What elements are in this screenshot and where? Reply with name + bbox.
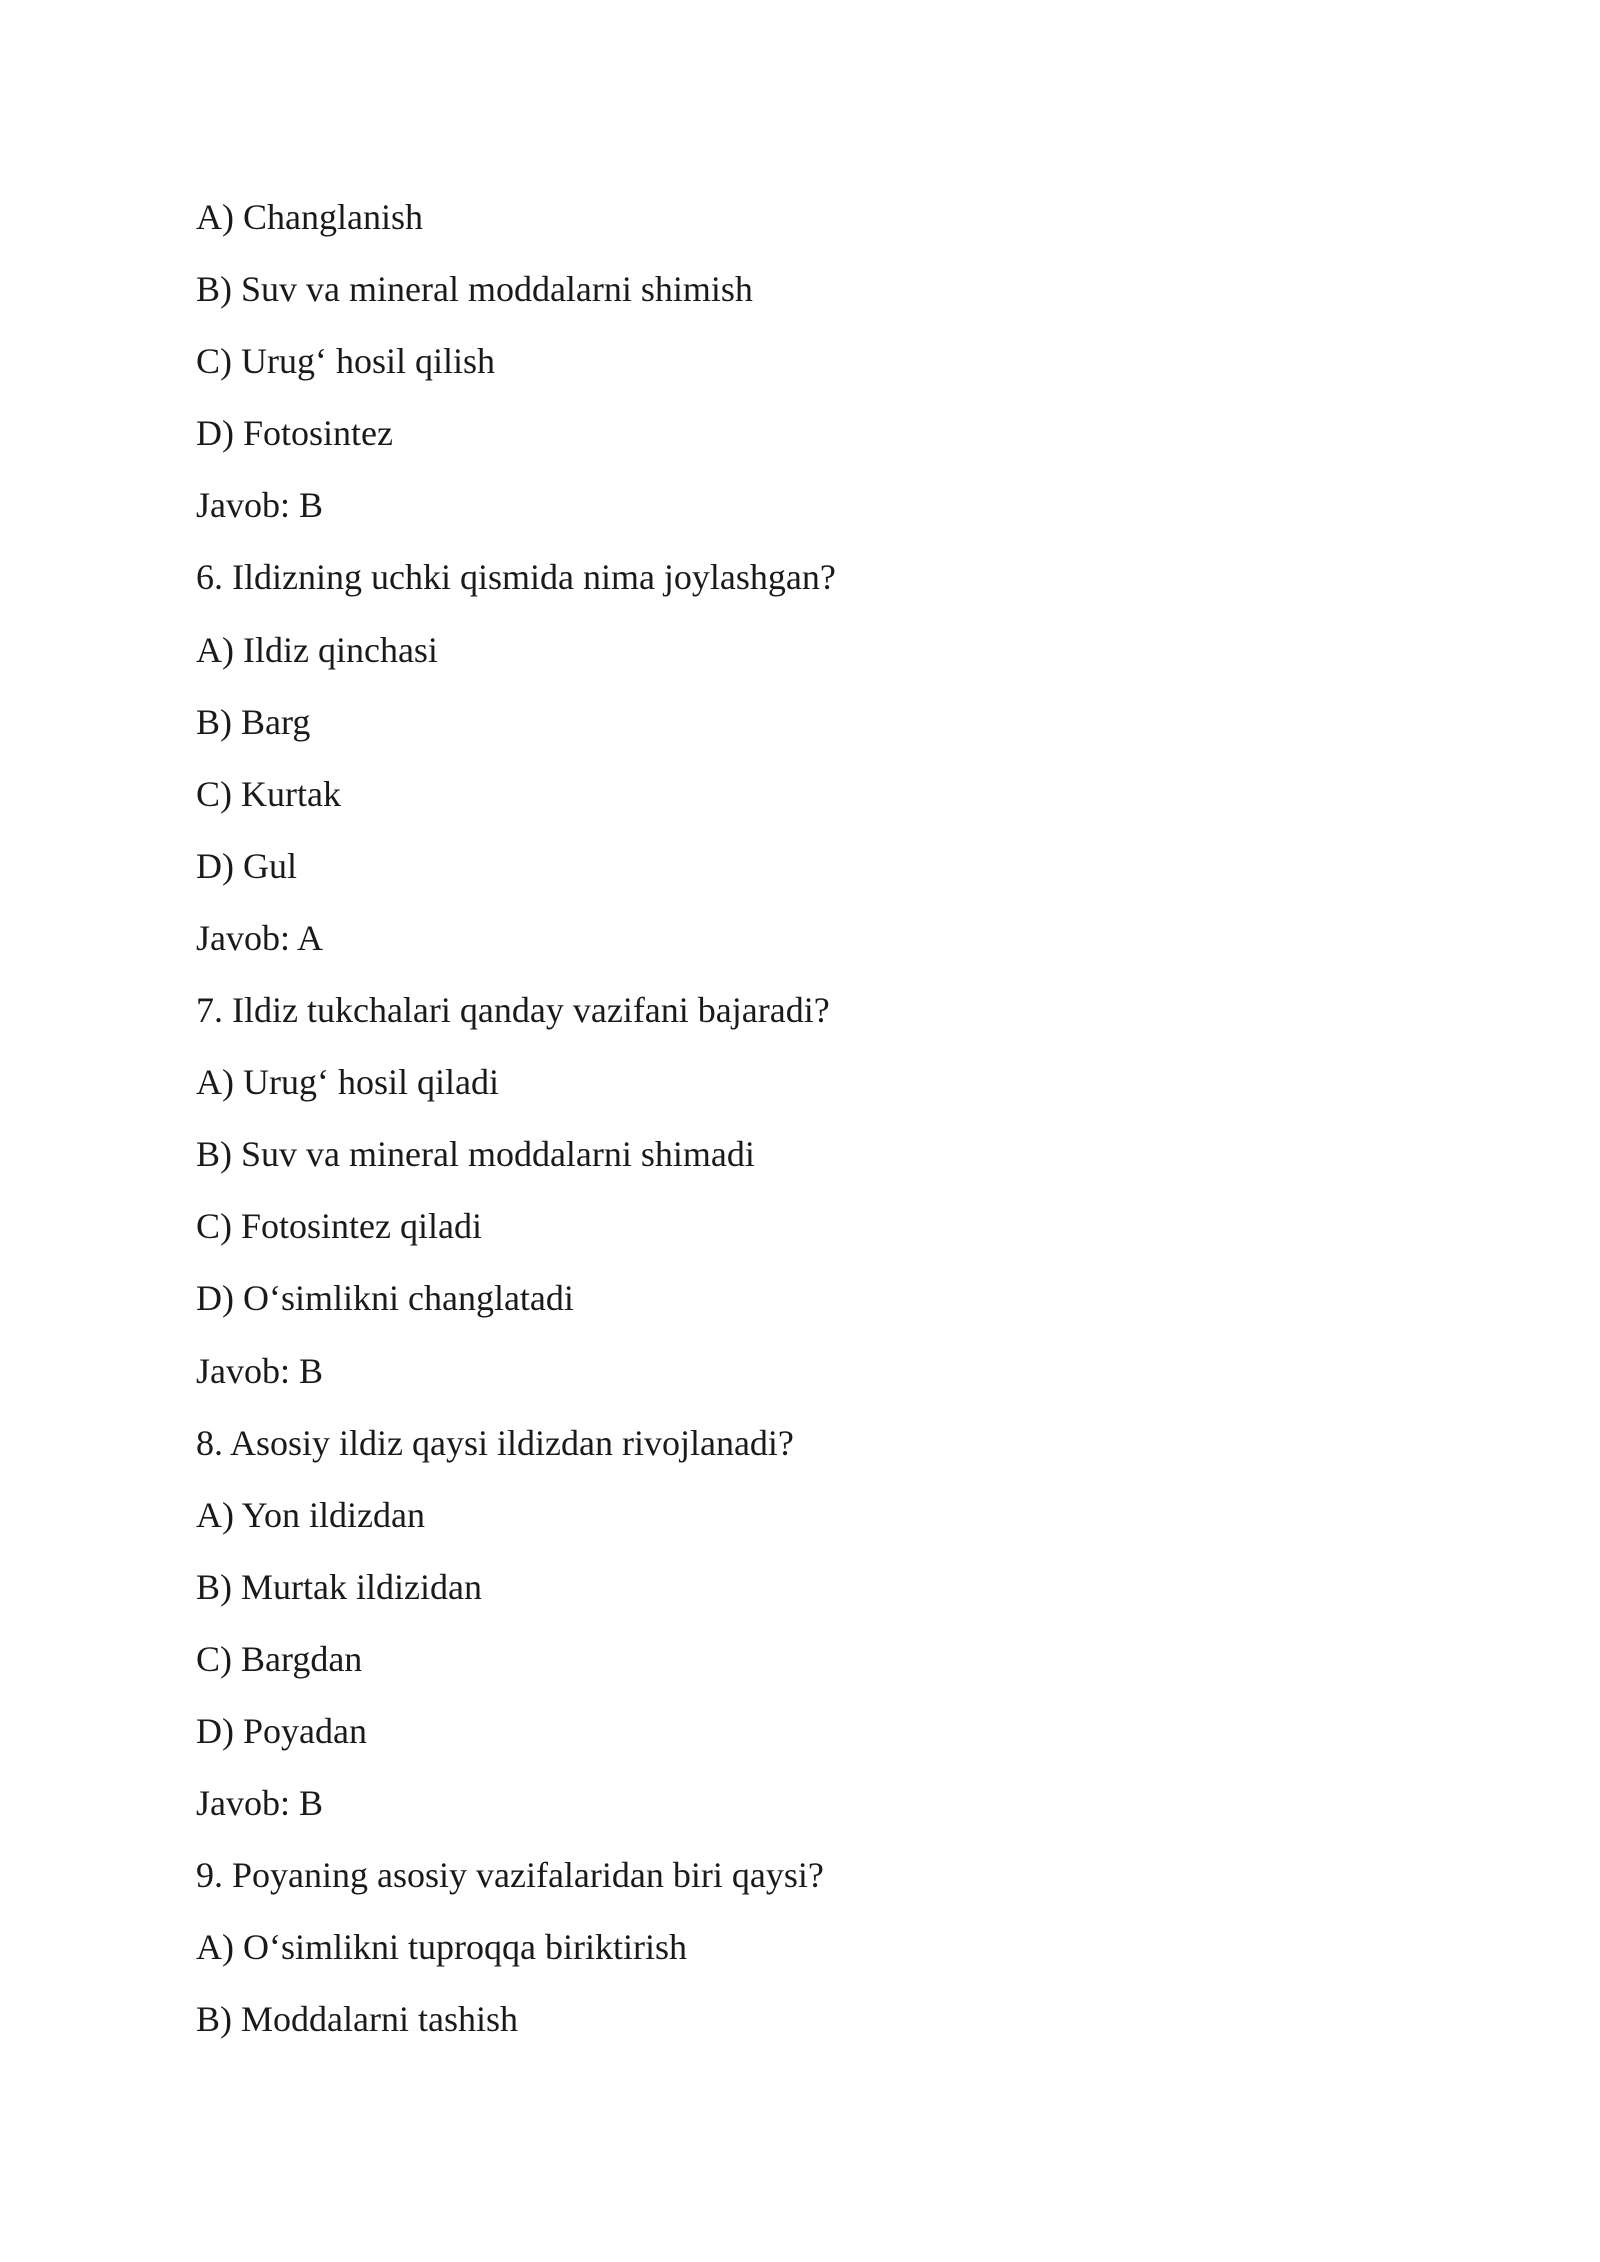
- question-7: 7. Ildiz tukchalari qanday vazifani bajaradi?: [196, 990, 830, 1031]
- option-d-q5: D) Fotosintez: [196, 413, 393, 454]
- option-d-q7: D) O‘simlikni changlatadi: [196, 1278, 574, 1319]
- answer-q5: Javob: B: [196, 485, 324, 526]
- option-a-q5: A) Changlanish: [196, 197, 423, 237]
- option-c-q7: C) Fotosintez qiladi: [196, 1206, 482, 1247]
- question-6: 6. Ildizning uchki qismida nima joylashgan?: [196, 557, 836, 598]
- answer-q8: Javob: B: [196, 1783, 324, 1824]
- quiz-text: [196, 187, 836, 2061]
- question-8: 8. Asosiy ildiz qaysi ildizdan rivojlanadi?: [196, 1422, 794, 1463]
- question-9: 9. Poyaning asosiy vazifalaridan biri qaysi?: [196, 1855, 824, 1896]
- option-c-q5: C) Urug‘ hosil qilish: [196, 341, 496, 382]
- answer-q7: Javob: B: [196, 1350, 324, 1391]
- option-c-q8: C) Bargdan: [196, 1638, 363, 1679]
- answer-q6: Javob: A: [196, 917, 324, 958]
- option-b-q7: B) Suv va mineral moddalarni shimadi: [196, 1134, 755, 1175]
- option-a-q6: A) Ildiz qinchasi: [196, 629, 438, 670]
- option-c-q6: C) Kurtak: [196, 773, 341, 814]
- option-d-q6: D) Gul: [196, 845, 297, 886]
- option-b-q6: B) Barg: [196, 701, 311, 742]
- option-b-q9: B) Moddalarni tashish: [196, 1999, 518, 2040]
- option-b-q8: B) Murtak ildizidan: [196, 1566, 482, 1607]
- option-a-q7: A) Urug‘ hosil qiladi: [196, 1062, 499, 1103]
- option-a-q9: A) O‘simlikni tuproqqa biriktirish: [196, 1927, 687, 1968]
- option-b-q5: B) Suv va mineral moddalarni shimish: [196, 269, 753, 310]
- option-d-q8: D) Poyadan: [196, 1710, 367, 1751]
- option-a-q8: A) Yon ildizdan: [196, 1494, 426, 1535]
